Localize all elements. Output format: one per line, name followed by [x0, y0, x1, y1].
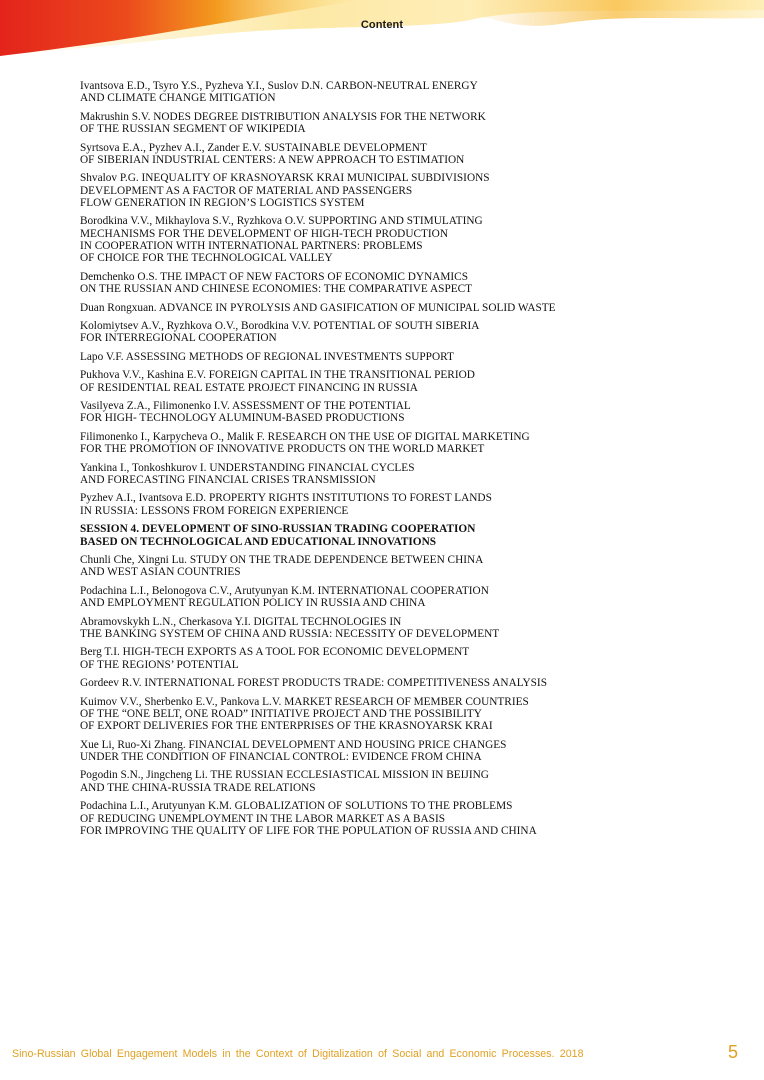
toc-entry-line: Berg T.I. HIGH-TECH EXPORTS AS A TOOL FOR ECONOMIC DEVELOPMENT: [80, 646, 470, 659]
toc-entry-line: Syrtsova E.A., Pyzhev A.I., Zander E.V. SUSTAINABLE DEVELOPMENT: [80, 141, 427, 154]
toc-entry-line: Filimonenko I., Karpycheva O., Malik F. RESEARCH ON THE USE OF DIGITAL MARKETING: [80, 430, 530, 443]
toc-entry-line: Makrushin S.V. NODES DEGREE DISTRIBUTION ANALYSIS FOR THE NETWORK: [80, 110, 486, 123]
toc-entry-line: OF THE RUSSIAN SEGMENT OF WIKIPEDIA: [80, 123, 306, 136]
toc-entry: [80, 400, 700, 425]
toc-entry: [80, 172, 700, 209]
toc-entry-line: OF SIBERIAN INDUSTRIAL CENTERS: A NEW APPROACH TO ESTIMATION: [80, 153, 465, 166]
toc-entry-line: AND EMPLOYMENT REGULATION POLICY IN RUSSIA AND CHINA: [80, 597, 426, 610]
toc-entry: [80, 462, 700, 487]
toc-entry: [80, 677, 700, 689]
toc-entry: [80, 492, 700, 517]
toc-entry-line: Kolomiytsev A.V., Ryzhkova O.V., Borodkina V.V. POTENTIAL OF SOUTH SIBERIA: [80, 320, 480, 333]
toc-entry-line: AND FORECASTING FINANCIAL CRISES TRANSMISSION: [80, 473, 376, 486]
toc-entry: [80, 302, 700, 314]
toc-entry-line: ON THE RUSSIAN AND CHINESE ECONOMIES: THE COMPARATIVE ASPECT: [80, 283, 473, 296]
toc-entry: [80, 431, 700, 456]
toc-entry: [80, 351, 700, 363]
toc-entry-line: Yankina I., Tonkoshkurov I. UNDERSTANDING FINANCIAL CYCLES: [80, 461, 415, 474]
toc-entry: [80, 554, 700, 579]
toc-entry: [80, 739, 700, 764]
header-title: Content: [360, 19, 404, 31]
toc-entry-line: Xue Li, Ruo-Xi Zhang. FINANCIAL DEVELOPMENT AND HOUSING PRICE CHANGES: [80, 738, 507, 751]
toc-entry-line: DEVELOPMENT AS A FACTOR OF MATERIAL AND PASSENGERS: [80, 184, 413, 197]
toc-entry-line: OF THE “ONE BELT, ONE ROAD” INITIATIVE PROJECT AND THE POSSIBILITY: [80, 707, 482, 720]
table-of-contents: [80, 80, 700, 843]
toc-entry-line: OF REDUCING UNEMPLOYMENT IN THE LABOR MARKET AS A BASIS: [80, 812, 445, 825]
toc-entry-line: Abramovskykh L.N., Cherkasova Y.I. DIGITAL TECHNOLOGIES IN: [80, 615, 402, 628]
toc-entry: [80, 646, 700, 671]
toc-entry-line: BASED ON TECHNOLOGICAL AND EDUCATIONAL INNOVATIONS: [80, 535, 437, 548]
toc-entry-line: OF CHOICE FOR THE TECHNOLOGICAL VALLEY: [80, 252, 333, 265]
toc-entry-line: IN COOPERATION WITH INTERNATIONAL PARTNERS: PROBLEMS: [80, 240, 423, 253]
toc-entry-line: Duan Rongxuan. ADVANCE IN PYROLYSIS AND GASIFICATION OF MUNICIPAL SOLID WASTE: [80, 301, 556, 314]
toc-entry-line: Pukhova V.V., Kashina E.V. FOREIGN CAPITAL IN THE TRANSITIONAL PERIOD: [80, 369, 475, 382]
toc-entry: [80, 215, 700, 264]
toc-entry-line: THE BANKING SYSTEM OF CHINA AND RUSSIA: NECESSITY OF DEVELOPMENT: [80, 627, 500, 640]
toc-entry-line: Chunli Che, Xingni Lu. STUDY ON THE TRADE DEPENDENCE BETWEEN CHINA: [80, 554, 484, 567]
toc-entry-line: FOR INTERREGIONAL COOPERATION: [80, 332, 277, 345]
toc-entry-line: Kuimov V.V., Sherbenko E.V., Pankova L.V. MARKET RESEARCH OF MEMBER COUNTRIES: [80, 695, 529, 708]
toc-entry-line: Demchenko O.S. THE IMPACT OF NEW FACTORS OF ECONOMIC DYNAMICS: [80, 270, 469, 283]
toc-entry-line: FOR THE PROMOTION OF INNOVATIVE PRODUCTS ON THE WORLD MARKET: [80, 443, 485, 456]
toc-entry-line: Gordeev R.V. INTERNATIONAL FOREST PRODUCTS TRADE: COMPETITIVENESS ANALYSIS: [80, 677, 547, 690]
toc-entry-line: Pyzhev A.I., Ivantsova E.D. PROPERTY RIGHTS INSTITUTIONS TO FOREST LANDS: [80, 492, 492, 505]
toc-entry: [80, 585, 700, 610]
toc-entry: [80, 111, 700, 136]
toc-entry-line: MECHANISMS FOR THE DEVELOPMENT OF HIGH-TECH PRODUCTION: [80, 227, 449, 240]
toc-entry-line: OF THE REGIONS’ POTENTIAL: [80, 658, 239, 671]
toc-entry: [80, 616, 700, 641]
toc-entry: [80, 769, 700, 794]
toc-entry-line: AND CLIMATE CHANGE MITIGATION: [80, 92, 276, 105]
toc-entry: [80, 142, 700, 167]
toc-entry-line: Pogodin S.N., Jingcheng Li. THE RUSSIAN ECCLESIASTICAL MISSION IN BEIJING: [80, 769, 489, 782]
toc-entry: [80, 696, 700, 733]
toc-entry-line: AND THE CHINA-RUSSIA TRADE RELATIONS: [80, 781, 316, 794]
toc-entry: [80, 800, 700, 837]
footer: [0, 1042, 764, 1066]
toc-entry-line: Lapo V.F. ASSESSING METHODS OF REGIONAL INVESTMENTS SUPPORT: [80, 350, 454, 363]
toc-entry-line: Vasilyeva Z.A., Filimonenko I.V. ASSESSMENT OF THE POTENTIAL: [80, 400, 411, 413]
page-number: 5: [727, 1042, 738, 1062]
toc-entry-line: Ivantsova E.D., Tsyro Y.S., Pyzheva Y.I., Suslov D.N. CARBON-NEUTRAL ENERGY: [80, 80, 478, 92]
toc-entry-line: Shvalov P.G. INEQUALITY OF KRASNOYARSK KRAI MUNICIPAL SUBDIVISIONS: [80, 172, 490, 185]
toc-entry-line: SESSION 4. DEVELOPMENT OF SINO-RUSSIAN TRADING COOPERATION: [80, 523, 476, 536]
toc-entry-line: FOR HIGH- TECHNOLOGY ALUMINUM-BASED PRODUCTIONS: [80, 412, 405, 425]
toc-entry-line: UNDER THE CONDITION OF FINANCIAL CONTROL: EVIDENCE FROM CHINA: [80, 751, 482, 763]
toc-entry: [80, 80, 700, 105]
toc-entry-line: FOR IMPROVING THE QUALITY OF LIFE FOR THE POPULATION OF RUSSIA AND CHINA: [80, 824, 537, 837]
toc-entry: [80, 320, 700, 345]
header-band: [0, 0, 764, 56]
toc-entry-line: AND WEST ASIAN COUNTRIES: [80, 566, 241, 579]
toc-entry-line: OF EXPORT DELIVERIES FOR THE ENTERPRISES OF THE KRASNOYARSK KRAI: [80, 720, 493, 733]
toc-entry-line: Borodkina V.V., Mikhaylova S.V., Ryzhkova O.V. SUPPORTING AND STIMULATING: [80, 215, 483, 228]
toc-section-heading: [80, 523, 700, 548]
toc-entry-line: OF RESIDENTIAL REAL ESTATE PROJECT FINANCING IN RUSSIA: [80, 381, 418, 394]
toc-entry-line: Podachina L.I., Belonogova C.V., Arutyunyan K.M. INTERNATIONAL COOPERATION: [80, 584, 489, 597]
footer-title: Sino-Russian Global Engagement Models in the Context of Digitalization of Social and Economic Processes. 2018: [12, 1048, 584, 1060]
toc-entry-line: Podachina L.I., Arutyunyan K.M. GLOBALIZATION OF SOLUTIONS TO THE PROBLEMS: [80, 800, 513, 813]
toc-entry-line: FLOW GENERATION IN REGION’S LOGISTICS SYSTEM: [80, 196, 365, 209]
toc-entry: [80, 271, 700, 296]
toc-entry-line: IN RUSSIA: LESSONS FROM FOREIGN EXPERIENCE: [80, 504, 349, 517]
toc-entry: [80, 369, 700, 394]
